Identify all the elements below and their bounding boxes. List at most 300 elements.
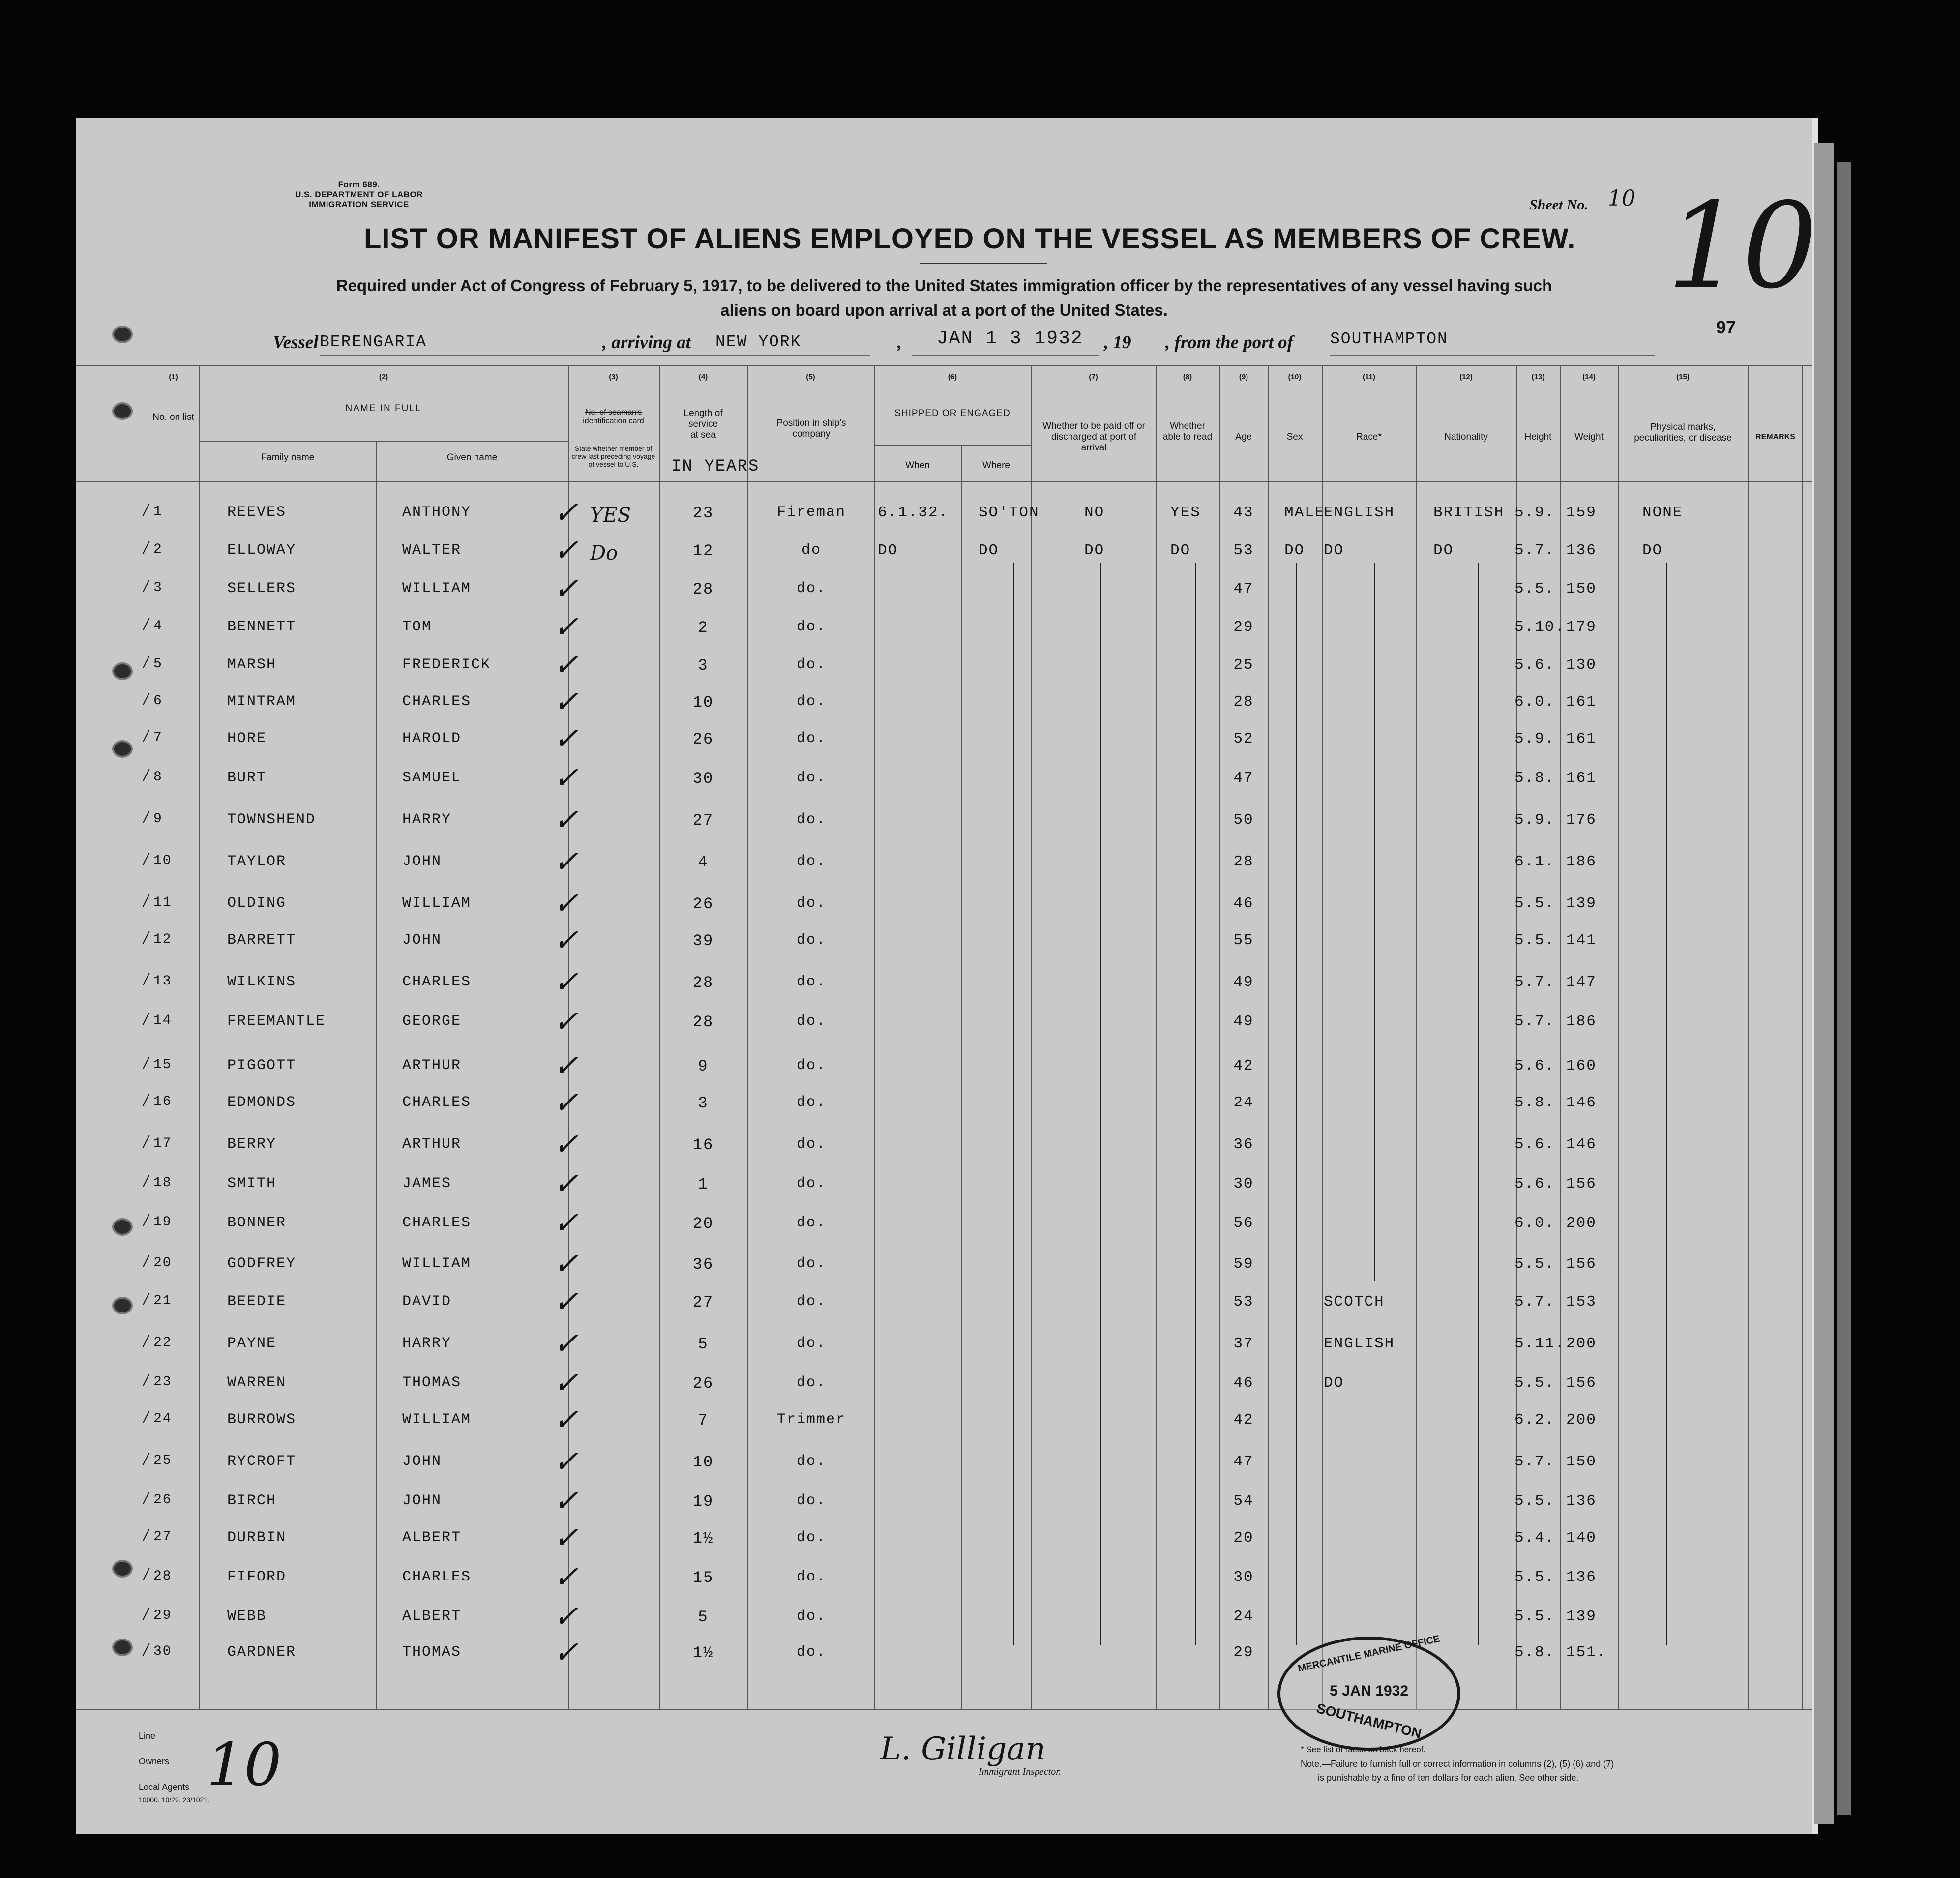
header-physical-marks: Physical marks, peculiarities, or disease: [1634, 422, 1732, 443]
row-given: JAMES: [402, 1175, 452, 1192]
row-weight: 146: [1566, 1136, 1597, 1153]
row-height: 5.5.: [1515, 1569, 1555, 1586]
row-family: BONNER: [227, 1215, 287, 1231]
row-height: 5.6.: [1515, 656, 1555, 674]
row-tick: /: [144, 892, 149, 909]
row-where: SO'TON: [979, 504, 1039, 521]
row-position: do.: [796, 1255, 826, 1272]
header-name-in-full: NAME IN FULL: [345, 403, 422, 414]
check-mark: ✓: [553, 684, 579, 719]
row-age: 25: [1233, 656, 1254, 674]
header-where: Where: [982, 460, 1010, 471]
row-position: do.: [796, 1013, 826, 1030]
row-height: 5.8.: [1515, 1094, 1555, 1111]
row-no: 11: [153, 895, 172, 910]
row-height: 6.0.: [1515, 693, 1555, 711]
row-service: 23: [692, 504, 714, 522]
header-remarks: REMARKS: [1755, 433, 1795, 441]
row-race: DO: [1324, 1374, 1344, 1392]
col-num-6: (6): [948, 373, 957, 381]
row-family: FIFORD: [227, 1569, 287, 1585]
check-mark: ✓: [553, 1325, 579, 1361]
binder-hole: [112, 1639, 133, 1656]
row-tick: /: [144, 1133, 149, 1150]
row-position: do.: [796, 693, 826, 710]
row-weight: 200: [1566, 1215, 1597, 1232]
row-weight: 156: [1566, 1255, 1597, 1273]
binder-hole: [112, 662, 133, 680]
row-no: 9: [153, 811, 163, 827]
row-tick: /: [144, 539, 149, 556]
row-age: 42: [1233, 1411, 1254, 1429]
row-race: SCOTCH: [1324, 1293, 1385, 1311]
row-age: 56: [1233, 1215, 1254, 1232]
col-num-12: (12): [1459, 373, 1473, 381]
row-position: do.: [796, 1175, 826, 1192]
row-tick: /: [144, 1526, 149, 1544]
row-family: GARDNER: [227, 1644, 297, 1661]
check-mark: ✓: [553, 885, 579, 921]
row-age: 47: [1233, 1453, 1254, 1470]
row-tick: /: [144, 1332, 149, 1349]
col-num-3: (3): [609, 373, 618, 381]
col-num-7: (7): [1089, 373, 1098, 381]
row-no: 3: [153, 580, 163, 596]
race-note: * See list of races on back hereof.: [1301, 1745, 1426, 1754]
penalty-note-1: Note.—Failure to furnish full or correct information in columns (2), (5) (6) and (7): [1301, 1759, 1614, 1769]
inspector-signature: L. Gilligan: [880, 1731, 1046, 1767]
binder-hole: [112, 740, 133, 758]
col-num-15: (15): [1676, 373, 1690, 381]
subtitle-line-2: aliens on board upon arrival at a port of the United States.: [720, 301, 1168, 319]
mercantile-marine-stamp: [1277, 1633, 1460, 1751]
row-given: WALTER: [402, 542, 462, 559]
row-given: ANTHONY: [402, 504, 472, 521]
row-height: 5.6.: [1515, 1175, 1555, 1192]
arrival-date: JAN 1 3 1932: [937, 328, 1083, 349]
row-family: BARRETT: [227, 932, 297, 949]
row-given: ARTHUR: [402, 1136, 462, 1153]
check-mark: ✓: [553, 1520, 579, 1555]
row-position: do.: [796, 1529, 826, 1546]
row-no: 6: [153, 693, 163, 709]
row-service: 28: [692, 1013, 714, 1031]
arrival-port: NEW YORK: [715, 333, 802, 351]
row-no: 12: [153, 932, 172, 947]
row-family: WILKINS: [227, 974, 297, 990]
row-age: 24: [1233, 1094, 1254, 1111]
row-family: WARREN: [227, 1374, 287, 1391]
col-num-14: (14): [1582, 373, 1596, 381]
row-where: DO: [979, 542, 999, 559]
row-age: 53: [1233, 542, 1254, 559]
row-service: 5: [698, 1608, 709, 1626]
page-number: 97: [1716, 317, 1736, 337]
header-family-name: Family name: [261, 452, 315, 463]
row-weight: 130: [1566, 656, 1597, 674]
check-mark: ✓: [553, 1283, 579, 1319]
row-position: do.: [796, 853, 826, 870]
row-service: 27: [692, 1293, 714, 1312]
owners-label: Owners: [139, 1757, 170, 1766]
row-service: 20: [692, 1215, 714, 1233]
row-family: BEEDIE: [227, 1293, 287, 1310]
rule: [1268, 365, 1269, 1709]
row-service: 28: [692, 974, 714, 992]
row-weight: 156: [1566, 1175, 1597, 1192]
row-read: DO: [1170, 542, 1191, 559]
row-given: CHARLES: [402, 1569, 472, 1585]
row-no: 29: [153, 1608, 172, 1623]
row-tick: /: [144, 1605, 149, 1622]
underline: [1330, 355, 1655, 356]
header-paid-off: Whether to be paid off or discharged at port of arrival: [1042, 421, 1145, 453]
row-age: 54: [1233, 1492, 1254, 1510]
row-tick: /: [144, 850, 149, 867]
header-height: Height: [1524, 432, 1552, 442]
header-given-name: Given name: [446, 452, 498, 463]
header-nationality: Nationality: [1444, 432, 1488, 442]
row-weight: 150: [1566, 580, 1597, 597]
row-weight: 153: [1566, 1293, 1597, 1311]
departure-port: SOUTHAMPTON: [1330, 330, 1448, 348]
row-position: do.: [796, 932, 826, 949]
row-family: REEVES: [227, 504, 287, 521]
row-marks: DO: [1642, 542, 1663, 559]
rule: [1416, 365, 1417, 1709]
row-position: do.: [796, 1057, 826, 1074]
check-mark: ✓: [553, 1483, 579, 1519]
row-service: 10: [692, 693, 714, 712]
row-family: BURT: [227, 770, 267, 786]
check-mark: ✓: [553, 1598, 579, 1634]
rule: [747, 365, 748, 1709]
from-label: , from the port of: [1165, 332, 1294, 353]
rule: [76, 365, 1812, 366]
row-height: 5.5.: [1515, 1608, 1555, 1625]
row-read: YES: [1170, 504, 1201, 521]
ditto-line: [1195, 563, 1196, 1645]
page-edge: [1837, 162, 1851, 1815]
row-family: TAYLOR: [227, 853, 287, 870]
col-num-2: (2): [379, 373, 388, 381]
ditto-line: [1478, 563, 1479, 1645]
row-family: BENNETT: [227, 619, 297, 635]
ditto-line: [1666, 563, 1667, 1645]
row-given: JOHN: [402, 853, 442, 870]
row-tick: /: [144, 1371, 149, 1389]
binder-hole: [112, 326, 133, 343]
form-title: LIST OR MANIFEST OF ALIENS EMPLOYED ON THE VESSEL AS MEMBERS OF CREW.: [364, 223, 1576, 255]
binder-hole: [112, 1297, 133, 1314]
check-mark: ✓: [553, 1634, 579, 1670]
row-weight: 159: [1566, 504, 1597, 521]
row-tick: /: [144, 654, 149, 671]
underline: [912, 355, 1099, 356]
row-given: ALBERT: [402, 1529, 462, 1546]
header-no-on-list: No. on list: [152, 412, 194, 422]
row-service: 1½: [692, 1644, 714, 1662]
rule: [659, 365, 660, 1709]
row-age: 20: [1233, 1529, 1254, 1547]
form-subtitle: [207, 273, 1682, 323]
row-given: JOHN: [402, 932, 442, 949]
row-tick: /: [144, 727, 149, 745]
row-weight: 200: [1566, 1411, 1597, 1429]
rule: [1560, 365, 1561, 1709]
row-given: THOMAS: [402, 1644, 462, 1661]
row-paid-off: NO: [1084, 504, 1105, 521]
binder-hole: [112, 1218, 133, 1236]
row-age: 55: [1233, 932, 1254, 949]
row-height: 5.9.: [1515, 730, 1555, 747]
row-position: do.: [796, 895, 826, 912]
row-age: 59: [1233, 1255, 1254, 1273]
row-family: MARSH: [227, 656, 277, 673]
check-mark: ✓: [553, 1365, 579, 1401]
row-tick: /: [144, 929, 149, 946]
row-given: ARTHUR: [402, 1057, 462, 1074]
check-mark: ✓: [553, 964, 579, 1000]
row-service: 28: [692, 580, 714, 598]
ditto-line: [1013, 563, 1014, 1645]
penalty-note-2: is punishable by a fine of ten dollars for each alien. See other side.: [1318, 1773, 1579, 1783]
row-given: HARRY: [402, 1335, 452, 1352]
stamp-bottom: SOUTHAMPTON: [1315, 1700, 1424, 1742]
row-no: 18: [153, 1175, 172, 1191]
header-col3: State whether member of crew last preceding voyage of vessel to U.S.: [571, 445, 655, 468]
service: IMMIGRATION SERVICE: [309, 200, 409, 209]
row-height: 5.5.: [1515, 1374, 1555, 1392]
row-no: 30: [153, 1644, 172, 1659]
row-service: 19: [692, 1492, 714, 1511]
row-age: 52: [1233, 730, 1254, 747]
ditto-line: [1374, 563, 1375, 1281]
row-height: 5.10.: [1515, 619, 1566, 636]
row-service: 4: [698, 853, 709, 871]
underline: [320, 355, 870, 356]
row-no: 23: [153, 1374, 172, 1390]
row-given: ALBERT: [402, 1608, 462, 1625]
row-no: 24: [153, 1411, 172, 1427]
rule: [874, 445, 1031, 446]
row-no: 19: [153, 1215, 172, 1230]
row-position: do.: [796, 811, 826, 828]
row-given: WILLIAM: [402, 1255, 472, 1272]
header-shipped-engaged: SHIPPED OR ENGAGED: [894, 408, 1010, 418]
sheet-label: Sheet No.: [1529, 197, 1588, 213]
row-position: do.: [796, 770, 826, 786]
row-family: WEBB: [227, 1608, 267, 1625]
row-age: 49: [1233, 1013, 1254, 1030]
row-age: 24: [1233, 1608, 1254, 1625]
check-mark: ✓: [553, 1443, 579, 1479]
row-tick: /: [144, 1172, 149, 1190]
rule: [961, 445, 962, 1709]
arriving-label: , arriving at: [602, 332, 691, 353]
row-no: 25: [153, 1453, 172, 1468]
row-given: CHARLES: [402, 1215, 472, 1231]
row-position: do.: [796, 1453, 826, 1470]
row-given: WILLIAM: [402, 580, 472, 597]
row-tick: /: [144, 1010, 149, 1027]
rule: [199, 365, 200, 1709]
row-tick: /: [144, 1566, 149, 1583]
check-mark: ✓: [553, 1401, 579, 1437]
rule: [1748, 365, 1749, 1709]
row-given: FREDERICK: [402, 656, 491, 673]
row-family: RYCROFT: [227, 1453, 297, 1470]
check-mark: ✓: [553, 1205, 579, 1241]
check-mark: ✓: [553, 1047, 579, 1083]
row-service: 3: [698, 656, 709, 675]
header-length-of-service: Length of service at sea: [683, 408, 723, 440]
check-mark: ✓: [553, 532, 579, 568]
row-service: 5: [698, 1335, 709, 1353]
row-family: ELLOWAY: [227, 542, 297, 559]
row-family: PAYNE: [227, 1335, 277, 1352]
row-given: WILLIAM: [402, 1411, 472, 1428]
row-age: 42: [1233, 1057, 1254, 1074]
vessel-label: Vessel: [273, 332, 319, 353]
row-family: BIRCH: [227, 1492, 277, 1509]
binder-hole: [112, 402, 133, 420]
header-when: When: [905, 460, 930, 471]
col-num-11: (11): [1363, 373, 1375, 381]
row-weight: 160: [1566, 1057, 1597, 1074]
row-age: 29: [1233, 1644, 1254, 1661]
row-when: DO: [878, 542, 898, 559]
row-height: 5.8.: [1515, 770, 1555, 787]
check-mark: ✓: [553, 647, 579, 683]
row-weight: 176: [1566, 811, 1597, 829]
check-mark: ✓: [553, 1559, 579, 1595]
stamp-date: 5 JAN 1932: [1329, 1683, 1409, 1699]
row-weight: 139: [1566, 895, 1597, 912]
row-height: 5.9.: [1515, 811, 1555, 829]
row-given: CHARLES: [402, 1094, 472, 1111]
row-given: CHARLES: [402, 974, 472, 990]
row-service: 9: [698, 1057, 709, 1075]
row-height: 5.6.: [1515, 1136, 1555, 1153]
check-mark: ✓: [553, 609, 579, 645]
row-service: 26: [692, 730, 714, 748]
row-weight: 141: [1566, 932, 1597, 949]
row-tick: /: [144, 808, 149, 826]
row-age: 50: [1233, 811, 1254, 829]
header-col3-struck: No. of seaman's identification card: [583, 408, 644, 425]
row-age: 43: [1233, 504, 1254, 521]
check-mark: ✓: [553, 843, 579, 879]
print-code: 10000. 10/29. 23/1021.: [139, 1796, 210, 1804]
row-race: DO: [1324, 542, 1344, 559]
row-family: BURROWS: [227, 1411, 297, 1428]
row-position: do.: [796, 1492, 826, 1509]
row-family: PIGGOTT: [227, 1057, 297, 1074]
row-weight: 136: [1566, 542, 1597, 559]
row-tick: /: [144, 577, 149, 595]
row-position: Trimmer: [776, 1411, 846, 1428]
row-tick: /: [144, 1490, 149, 1507]
check-mark: ✓: [553, 1246, 579, 1282]
row-tick: /: [144, 501, 149, 518]
row-tick: /: [144, 1641, 149, 1658]
row-position: do.: [796, 1094, 826, 1111]
col-num-10: (10): [1288, 373, 1302, 381]
row-family: GODFREY: [227, 1255, 297, 1272]
row-position: do.: [796, 1136, 826, 1153]
row-height: 6.1.: [1515, 853, 1555, 870]
col-num-5: (5): [806, 373, 815, 381]
row-given: THOMAS: [402, 1374, 462, 1391]
row-position: do.: [796, 1608, 826, 1625]
line-label: Line: [139, 1731, 156, 1741]
row-no: 8: [153, 770, 163, 785]
row-service: 30: [692, 770, 714, 788]
row-race: ENGLISH: [1324, 1335, 1395, 1352]
stamp-top: MERCANTILE MARINE OFFICE: [1297, 1633, 1441, 1674]
row-service: 15: [692, 1569, 714, 1587]
row-position: do.: [796, 619, 826, 635]
row-tick: /: [144, 767, 149, 784]
row-given: TOM: [402, 619, 432, 635]
row-family: TOWNSHEND: [227, 811, 316, 828]
col-num-4: (4): [698, 373, 708, 381]
row-service: 10: [692, 1453, 714, 1471]
row-position: do.: [796, 1335, 826, 1352]
row-no: 17: [153, 1136, 172, 1151]
row-given: HARRY: [402, 811, 452, 828]
row-height: 5.5.: [1515, 932, 1555, 949]
length-unit: IN YEARS: [671, 457, 760, 476]
rule: [1031, 365, 1032, 1709]
row-height: 5.5.: [1515, 895, 1555, 912]
row-no: 20: [153, 1255, 172, 1271]
check-mark: ✓: [553, 1003, 579, 1039]
row-weight: 161: [1566, 693, 1597, 711]
row-service: 7: [698, 1411, 709, 1430]
row-prev: YES: [590, 504, 631, 527]
rule: [76, 481, 1812, 482]
row-age: 47: [1233, 770, 1254, 787]
row-tick: /: [144, 1252, 149, 1270]
check-mark: ✓: [553, 494, 579, 530]
row-service: 12: [692, 542, 714, 560]
rule: [1322, 365, 1323, 1709]
row-height: 5.6.: [1515, 1057, 1555, 1074]
check-mark: ✓: [553, 1126, 579, 1162]
check-mark: ✓: [553, 760, 579, 796]
row-weight: 151.: [1566, 1644, 1607, 1661]
row-age: 47: [1233, 580, 1254, 597]
row-position: do.: [796, 1215, 826, 1231]
row-height: 6.0.: [1515, 1215, 1555, 1232]
row-service: 1½: [692, 1529, 714, 1548]
row-sex: DO: [1284, 542, 1305, 559]
local-agents-label: Local Agents: [139, 1782, 190, 1792]
check-mark: ✓: [553, 802, 579, 837]
check-mark: ✓: [553, 922, 579, 958]
row-no: 16: [153, 1094, 172, 1109]
row-height: 5.7.: [1515, 1453, 1555, 1470]
row-position: do.: [796, 580, 826, 597]
page-edge: [1814, 143, 1834, 1824]
row-height: 5.7.: [1515, 542, 1555, 559]
col-num-9: (9): [1239, 373, 1248, 381]
row-height: 5.7.: [1515, 1293, 1555, 1311]
row-given: JOHN: [402, 1492, 442, 1509]
row-service: 36: [692, 1255, 714, 1274]
